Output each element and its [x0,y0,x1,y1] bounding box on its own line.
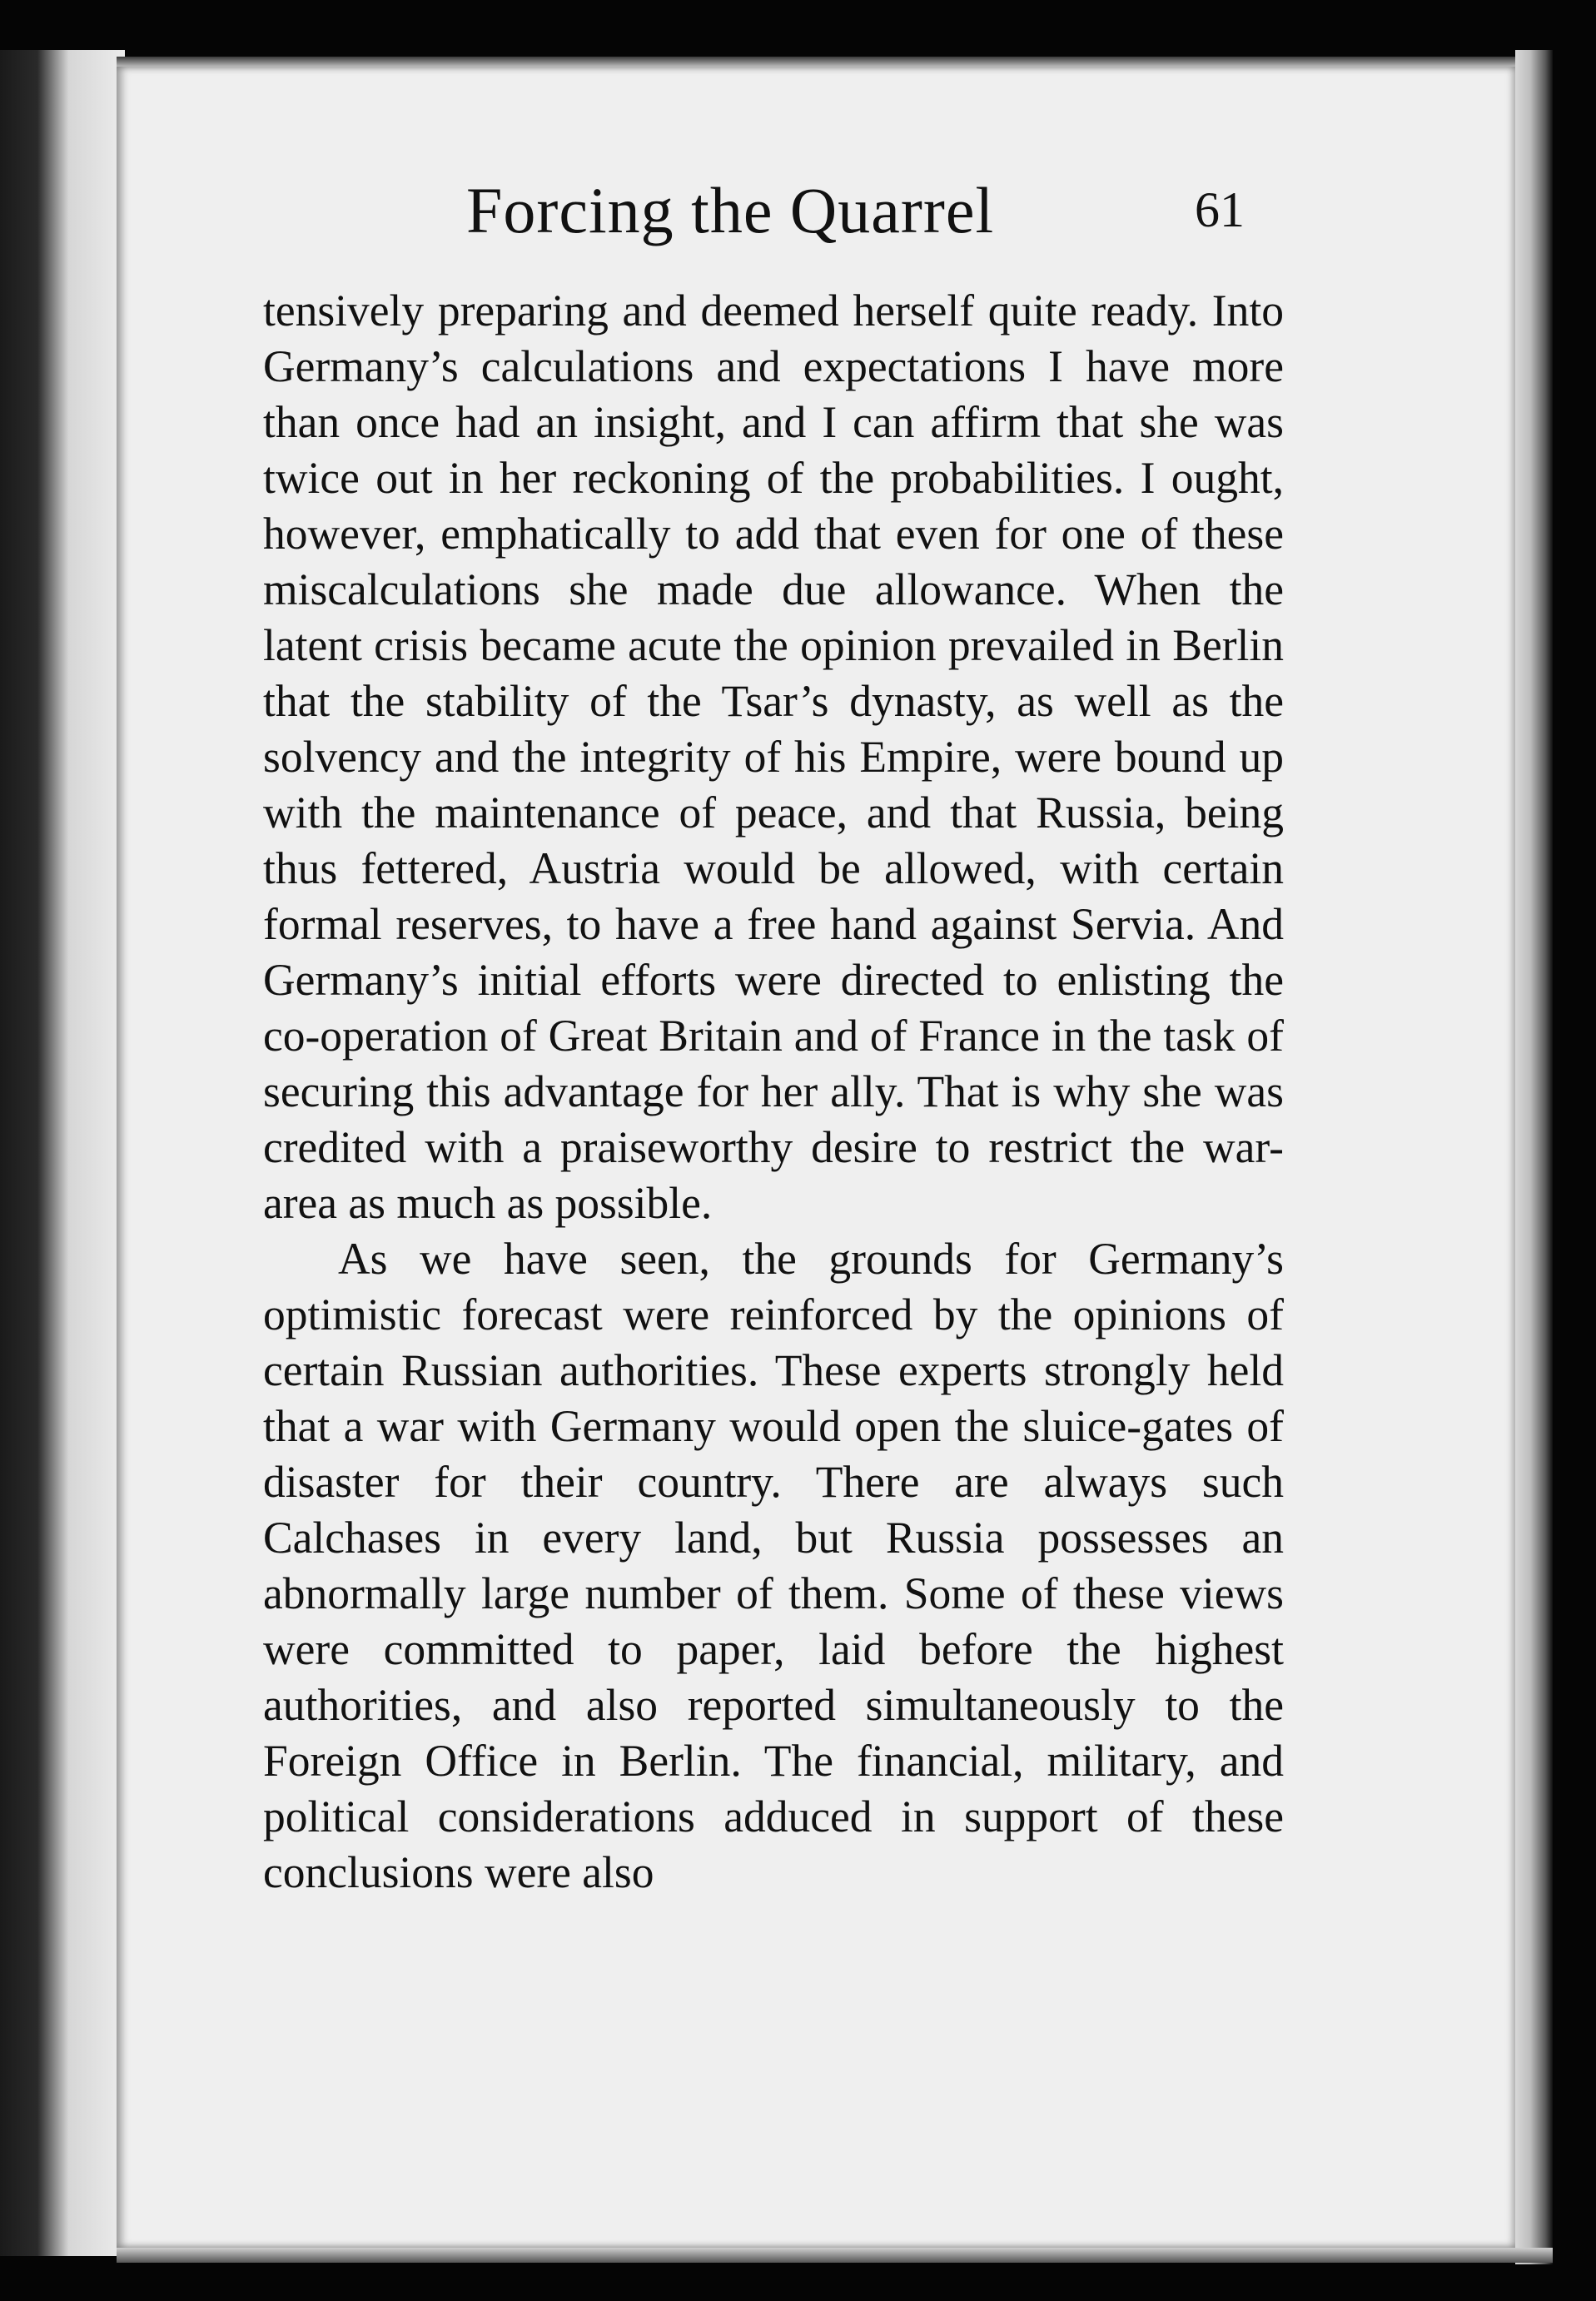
body-text [263,283,1284,1901]
running-title: Forcing the Quarrel [466,174,995,246]
paragraph-continued: tensively preparing and deemed herself quite ready. Into Germany’s calculations and expectations I have more than once had an insight, and I can affirm that she was twice out in her reckoning of the probabilities. I ought, however, emphatically to add that even for one of these miscalculations she made due allowance. When the latent crisis became acute the opinion prevailed in Berlin that the stability of the Tsar’s dynasty, as well as the solvency and the integrity of his Empire, were bound up with the maintenance of peace, and that Russia, being thus fettered, Austria would be allowed, with certain formal reserves, to have a free hand against Servia. And Germany’s initial efforts were directed to enlisting the co-operation of Great Britain and of France in the task of securing this advantage for her ally. That is why she was credited with a praiseworthy desire to restrict the war-area as much as possible. [263,286,1284,1228]
paragraph: As we have seen, the grounds for Germany’s optimistic forecast were reinforced by the opinions of certain Russian authorities. These experts strongly held that a war with Germany would open the sluice-gates of disaster for their country. There are always such Calchases in every land, but Russia possesses an abnormally large number of them. Some of these views were committed to paper, laid before the highest authorities, and also reported simultaneously to the Foreign Office in Berlin. The financial, military, and political considerations adduced in support of these conclusions were also [263,1234,1284,1897]
page-number: 61 [1195,182,1245,237]
page-bottom-edge [117,2248,1553,2263]
page-fore-edge [1515,50,1553,2264]
facing-page-edge [0,50,125,2256]
